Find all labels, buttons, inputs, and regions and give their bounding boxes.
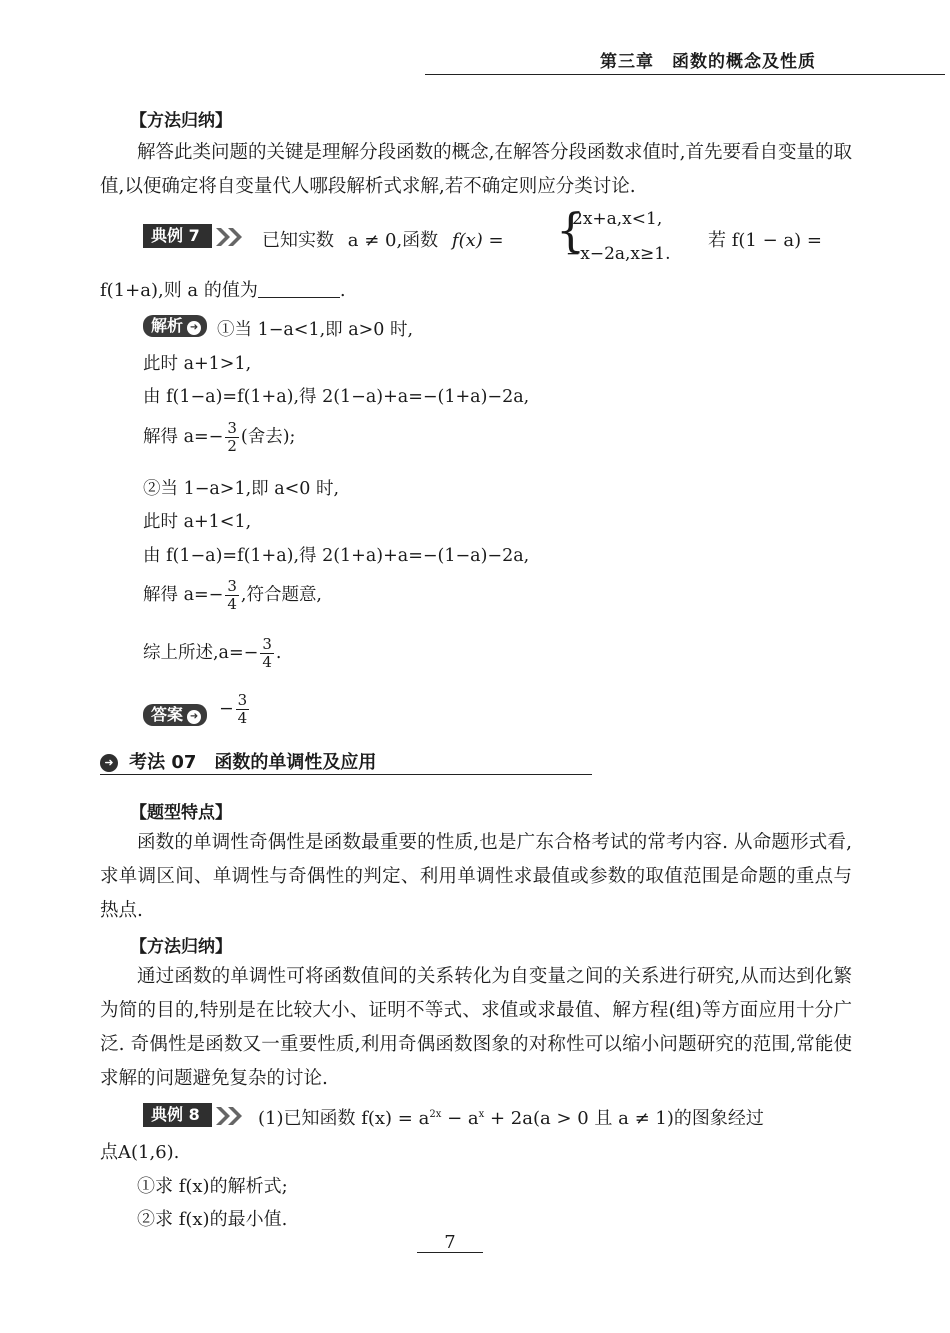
solution-line-4 bbox=[143, 420, 295, 455]
fraction-3-2 bbox=[225, 420, 239, 455]
solution-line-8-post: ,符合题意, bbox=[240, 585, 323, 605]
solution-line-4-pre: 解得 a=− bbox=[143, 427, 224, 447]
chapter-title: 第三章 函数的概念及性质 bbox=[600, 52, 816, 72]
fraction-numerator: 3 bbox=[262, 635, 272, 653]
answer-value bbox=[219, 692, 251, 727]
example-7-condition-tail: 若 f(1 − a) = bbox=[708, 230, 822, 251]
example-7-line-2 bbox=[100, 276, 346, 302]
solution-line-6: 此时 a+1<1, bbox=[143, 512, 252, 532]
example-8-tag-wrap bbox=[143, 1103, 246, 1127]
example-8-question-1: ①求 f(x)的解析式; bbox=[137, 1176, 288, 1197]
example-8-line-1-b: − a bbox=[441, 1108, 479, 1129]
piecewise-case-2: −x−2a,x≥1. bbox=[566, 244, 671, 264]
solution-line-9 bbox=[143, 636, 281, 671]
example-7-tag: 典例 7 bbox=[143, 224, 212, 248]
exponent-x: x bbox=[478, 1109, 485, 1120]
solution-line-5: ②当 1−a>1,即 a<0 时, bbox=[143, 479, 340, 499]
double-chevron-icon bbox=[214, 226, 246, 248]
question-features-paragraph: 函数的单调性奇偶性是函数最重要的性质,也是广东合格考试的常考内容. 从命题形式看,求单调区间、单调性与奇偶性的判定、利用单调性求最值或参数的取值范围是命题的重点与热点. bbox=[100, 832, 852, 921]
solution-label-text: 解析 bbox=[151, 316, 184, 335]
fraction-numerator: 3 bbox=[227, 419, 237, 437]
exponent-2x: 2x bbox=[429, 1109, 442, 1120]
answer-sign: − bbox=[219, 699, 234, 719]
solution-line-4-post: (舍去); bbox=[240, 427, 296, 447]
example-7-condition: a ≠ 0,函数 bbox=[347, 230, 439, 251]
answer-label-text: 答案 bbox=[151, 705, 184, 724]
method-summary-heading: 【方法归纳】 bbox=[130, 111, 232, 131]
example-8-line-1-a: (1)已知函数 f(x) = a bbox=[258, 1108, 430, 1129]
header-rule bbox=[425, 74, 945, 75]
example-7-lead bbox=[262, 226, 504, 252]
arrow-right-icon: ➜ bbox=[187, 321, 201, 335]
arrow-right-icon: ➜ bbox=[100, 754, 118, 772]
piecewise-brace: { bbox=[556, 203, 586, 257]
fraction-3-4 bbox=[225, 578, 239, 613]
solution-line-7: 由 f(1−a)=f(1+a),得 2(1+a)+a=−(1−a)−2a, bbox=[143, 546, 530, 566]
answer-label bbox=[143, 704, 207, 726]
method-summary-paragraph-2: 通过函数的单调性可将函数值间的关系转化为自变量之间的关系进行研究,从而达到化繁为简的目的,特别是在比较大小、证明不等式、求值或求最值、解方程(组)等方面应用十分广泛. 奇偶性是函数又一重要性质,利用奇偶函数图象的对称性可以缩小问题研究的范围,常能使求解的问题避免复杂的讨论. bbox=[100, 966, 852, 1089]
solution-line-8 bbox=[143, 578, 322, 613]
question-features-heading: 【题型特点】 bbox=[130, 803, 232, 823]
fraction-numerator: 3 bbox=[237, 691, 248, 709]
example-7-function: f(x) = bbox=[451, 230, 504, 251]
page-number: 7 bbox=[444, 1232, 456, 1253]
section-title: 考法 07 函数的单调性及应用 bbox=[129, 752, 377, 773]
fraction-denominator: 4 bbox=[227, 595, 237, 613]
solution-line-8-pre: 解得 a=− bbox=[143, 585, 224, 605]
solution-line-9-pre: 综上所述,a=− bbox=[143, 643, 259, 663]
example-7-period: . bbox=[339, 280, 346, 301]
fraction-denominator: 2 bbox=[227, 437, 237, 455]
solution-pill bbox=[143, 315, 207, 337]
fraction-numerator: 3 bbox=[227, 577, 237, 595]
fraction-3-4 bbox=[260, 636, 274, 671]
example-8-line-1-c: + 2a(a > 0 且 a ≠ 1)的图象经过 bbox=[484, 1108, 764, 1129]
solution-line-1: ①当 1−a<1,即 a>0 时, bbox=[217, 320, 414, 340]
answer-blank bbox=[258, 279, 340, 298]
example-8-tag: 典例 8 bbox=[143, 1103, 212, 1127]
solution-line-2: 此时 a+1>1, bbox=[143, 354, 252, 374]
answer-fraction bbox=[236, 692, 250, 727]
page-number-rule bbox=[417, 1252, 483, 1253]
example-8-question-2: ②求 f(x)的最小值. bbox=[137, 1209, 288, 1230]
answer-pill bbox=[143, 704, 207, 726]
fraction-denominator: 4 bbox=[262, 653, 272, 671]
method-summary-heading-2: 【方法归纳】 bbox=[130, 937, 232, 957]
piecewise-case-1: 2x+a,x<1, bbox=[572, 209, 663, 229]
double-chevron-icon bbox=[214, 1105, 246, 1127]
arrow-right-icon: ➜ bbox=[187, 710, 201, 724]
example-8-line-1 bbox=[258, 1104, 764, 1130]
solution-line-9-post: . bbox=[275, 643, 282, 663]
example-8-line-2: 点A(1,6). bbox=[100, 1142, 180, 1163]
solution-label bbox=[143, 315, 207, 337]
example-7-lead-text: 已知实数 bbox=[262, 230, 334, 251]
section-heading bbox=[100, 748, 592, 775]
fraction-denominator: 4 bbox=[237, 709, 248, 727]
method-summary-paragraph: 解答此类问题的关键是理解分段函数的概念,在解答分段函数求值时,首先要看自变量的取值,以便确定将自变量代人哪段解析式求解,若不确定则应分类讨论. bbox=[100, 142, 852, 197]
example-7-statement bbox=[143, 224, 246, 248]
solution-line-3: 由 f(1−a)=f(1+a),得 2(1−a)+a=−(1+a)−2a, bbox=[143, 387, 530, 407]
example-7-question: f(1+a),则 a 的值为 bbox=[100, 280, 258, 301]
